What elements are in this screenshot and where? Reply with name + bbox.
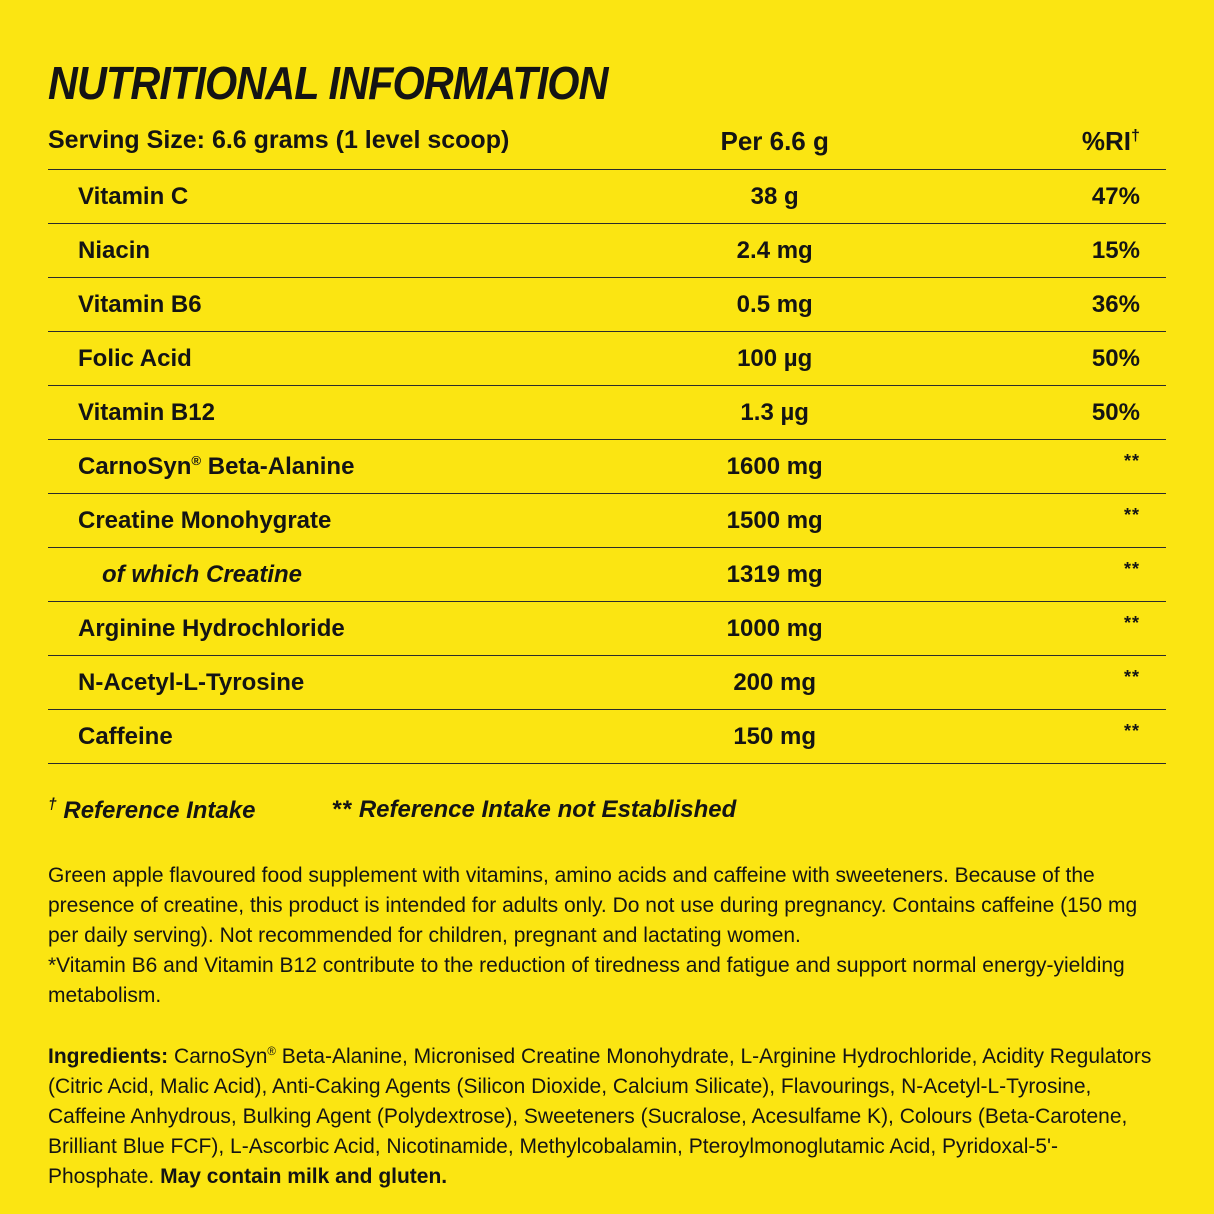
- table-row: [48, 385, 1166, 439]
- nutrient-amount: 1600 mg: [726, 452, 823, 480]
- table-row: [48, 169, 1166, 223]
- nutrient-amount: 1500 mg: [726, 506, 823, 534]
- page-title: NUTRITIONAL INFORMATION: [48, 57, 608, 109]
- table-row: [48, 601, 1166, 655]
- nutrient-ri: 15%: [1091, 236, 1140, 264]
- nutrient-amount: 2.4 mg: [736, 236, 813, 264]
- label-content: [48, 56, 1166, 1192]
- table-row: [48, 277, 1166, 331]
- ingredients-paragraph: [48, 1037, 1160, 1192]
- table-header: [48, 126, 1166, 169]
- ingredients-label: Ingredients:: [48, 1045, 169, 1068]
- footnotes: [48, 796, 1166, 825]
- table-row: [48, 493, 1166, 547]
- description-paragraph: [48, 861, 1160, 1011]
- nutrient-amount: 38 g: [750, 182, 799, 210]
- registered-trademark-symbol: ®: [191, 452, 202, 468]
- nutrient-ri: **: [1123, 504, 1140, 525]
- nutrient-amount: 0.5 mg: [736, 290, 813, 318]
- nutrient-ri: **: [1123, 612, 1140, 633]
- footnote-reference-intake: [48, 796, 255, 825]
- nutrient-name: CarnoSyn® Beta-Alanine: [78, 452, 355, 480]
- ingredients-text: CarnoSyn® Beta-Alanine, Micronised Creatine Monohydrate, L-Arginine Hydrochloride, Acidity Regulators (Citric Acid, Malic Acid), Anti-Caking Agents (Silicon Dioxide, Calcium Silicate), Flavourings, N-Acetyl-L-Tyrosine, Caffeine Anhydrous, Bulking Agent (Polydextrose), Sweeteners (Sucralose, Acesulfame K), Colours (Beta-Carotene, Brilliant Blue FCF), L-Ascorbic Acid, Nicotinamide, Methylcobalamin, Pteroylmonoglutamic Acid, Pyridoxal-5'-Phosphate.: [48, 1045, 1152, 1188]
- table-row: [48, 655, 1166, 709]
- nutrient-ri: 50%: [1091, 398, 1140, 426]
- column-header-ri: [954, 126, 1166, 157]
- nutrient-name: Vitamin B12: [78, 398, 215, 426]
- asterisks-symbol: **: [331, 796, 353, 823]
- table-row: [48, 709, 1166, 763]
- nutrient-amount: 200 mg: [733, 668, 817, 696]
- nutrient-amount: 150 mg: [733, 722, 817, 750]
- nutrient-name: Folic Acid: [78, 344, 192, 372]
- vitamin-note-text: *Vitamin B6 and Vitamin B12 contribute to the reduction of tiredness and fatigue and support normal energy-yielding metabolism.: [48, 954, 1125, 1007]
- nutrient-name: Vitamin C: [78, 182, 189, 210]
- nutrient-name: of which Creatine: [102, 560, 303, 588]
- nutrient-ri: **: [1123, 720, 1140, 741]
- table-row: [48, 331, 1166, 385]
- nutrient-amount: 1.3 µg: [740, 398, 809, 426]
- nutrient-name: Niacin: [78, 236, 151, 264]
- nutrient-name: Caffeine: [78, 722, 173, 750]
- nutrient-name: Vitamin B6: [78, 290, 202, 318]
- dagger-symbol: †: [1131, 126, 1140, 145]
- column-header-amount: Per 6.6 g: [720, 126, 829, 156]
- footnote-text: Reference Intake not Established: [358, 796, 737, 823]
- ri-label: %RI: [1081, 126, 1131, 156]
- nutrient-name: N-Acetyl-L-Tyrosine: [78, 668, 305, 696]
- table-row: [48, 547, 1166, 601]
- table-row: [48, 439, 1166, 493]
- nutrient-amount: 100 µg: [737, 344, 813, 372]
- footnote-text: Reference Intake: [63, 797, 256, 824]
- nutrient-ri: **: [1123, 450, 1140, 471]
- nutrient-name: Creatine Monohygrate: [78, 506, 332, 534]
- nutrient-ri: 47%: [1091, 182, 1140, 210]
- nutrient-ri: 36%: [1091, 290, 1140, 318]
- description-text: Green apple flavoured food supplement with vitamins, amino acids and caffeine with sweeteners. Because of the presence of creatine, this product is intended for adults only. Do not use during pregnancy. Contains caffeine (150 mg per daily serving). Not recommended for children, pregnant and lactating women.: [48, 864, 1138, 947]
- nutrient-ri: **: [1123, 666, 1140, 687]
- table-row: [48, 223, 1166, 277]
- nutrient-ri: 50%: [1091, 344, 1140, 372]
- nutrient-amount: 1000 mg: [726, 614, 823, 642]
- allergen-warning: May contain milk and gluten.: [154, 1165, 448, 1188]
- registered-trademark-symbol: ®: [267, 1046, 276, 1058]
- nutrient-ri: **: [1123, 558, 1140, 579]
- nutrient-amount: 1319 mg: [726, 560, 823, 588]
- nutrient-name: Arginine Hydrochloride: [78, 614, 345, 642]
- nutrition-table: [48, 169, 1166, 764]
- serving-size: Serving Size: 6.6 grams (1 level scoop): [48, 126, 510, 154]
- dagger-symbol: †: [48, 796, 57, 813]
- footnote-not-established: [331, 796, 736, 825]
